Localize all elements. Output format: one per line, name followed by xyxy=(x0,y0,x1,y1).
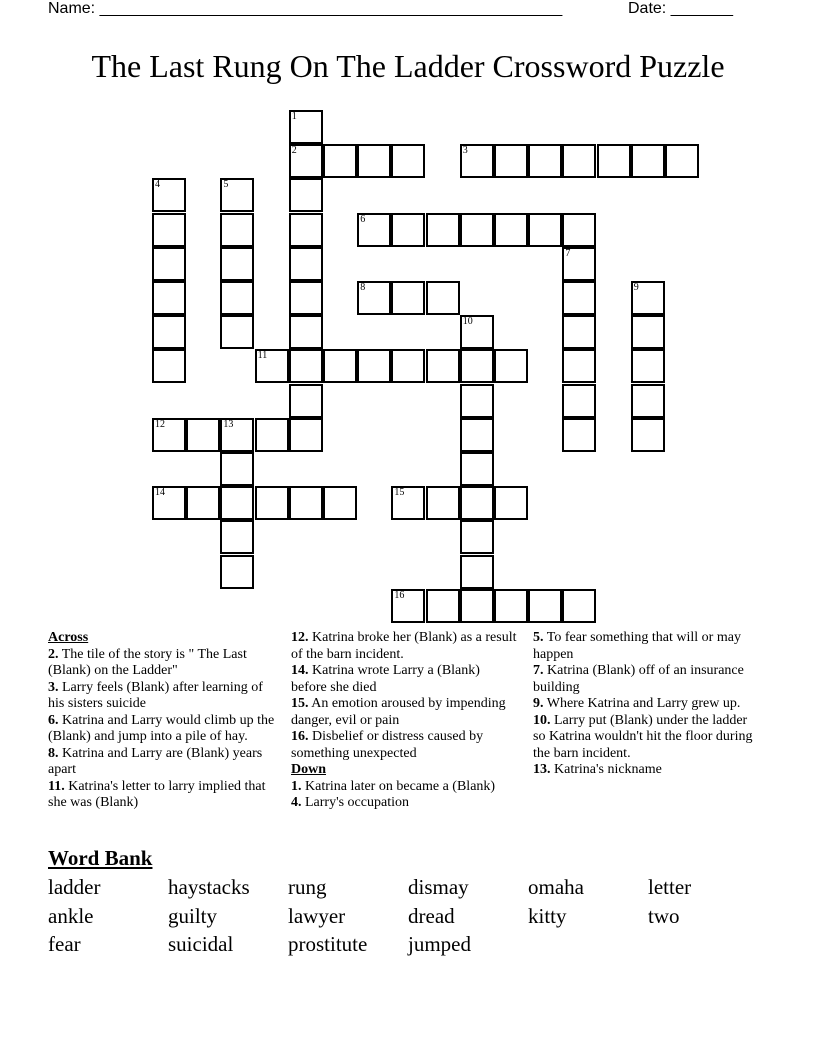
grid-cell[interactable] xyxy=(426,213,460,247)
cell-number: 15 xyxy=(394,487,405,499)
grid-cell[interactable] xyxy=(460,555,494,589)
word-bank-item: ankle xyxy=(48,904,94,928)
across-heading: Across xyxy=(48,630,89,645)
grid-cell[interactable] xyxy=(460,384,494,418)
grid-cell[interactable] xyxy=(220,520,254,554)
grid-cell[interactable] xyxy=(460,486,494,520)
cell-number: 3 xyxy=(462,145,468,157)
grid-cell[interactable] xyxy=(562,589,596,623)
grid-cell[interactable] xyxy=(460,315,494,349)
word-bank-item: suicidal xyxy=(168,932,234,956)
word-bank-item: prostitute xyxy=(288,932,368,956)
grid-cell[interactable] xyxy=(562,213,596,247)
cell-number: 1 xyxy=(291,111,297,122)
clue-text: Disbelief or distress caused by something unexpected xyxy=(291,729,484,761)
grid-cell[interactable] xyxy=(426,281,460,315)
clue-text: Katrina broke her (Blank) as a result of the barn incident. xyxy=(291,630,517,662)
clue-text: Larry put (Blank) under the ladder so Katrina wouldn't hit the floor during the barn incident. xyxy=(533,712,753,761)
clue-text: Katrina wrote Larry a (Blank) before she died xyxy=(291,663,480,695)
grid-cell[interactable] xyxy=(391,589,425,623)
grid-cell[interactable] xyxy=(152,247,186,281)
cell-number: 13 xyxy=(223,418,234,430)
grid-cell[interactable] xyxy=(152,281,186,315)
grid-cell[interactable] xyxy=(562,247,596,281)
page-title: The Last Rung On The Ladder Crossword Puzzle xyxy=(91,48,725,84)
grid-cell[interactable] xyxy=(528,589,562,623)
clue-text: Larry's occupation xyxy=(301,795,409,810)
clue-item xyxy=(48,680,276,713)
clue-number: 16. xyxy=(291,729,309,744)
grid-cell[interactable] xyxy=(460,418,494,452)
grid-cell[interactable] xyxy=(562,281,596,315)
cell-number: 9 xyxy=(633,282,639,293)
grid-cell[interactable] xyxy=(597,144,631,178)
grid-cell[interactable] xyxy=(152,315,186,349)
clue-number: 2. xyxy=(48,646,59,662)
grid-cell[interactable] xyxy=(186,486,220,520)
grid-cell[interactable] xyxy=(494,349,528,383)
cell-number: 12 xyxy=(155,418,165,430)
word-bank-item: letter xyxy=(648,875,692,899)
word-bank-item: ladder xyxy=(48,875,101,899)
grid-cell[interactable] xyxy=(220,452,254,486)
grid-cell[interactable] xyxy=(357,349,391,383)
clue-item xyxy=(48,647,276,680)
grid-cell[interactable] xyxy=(152,418,186,452)
word-bank-item: guilty xyxy=(168,904,218,928)
grid-cell[interactable] xyxy=(255,349,289,383)
grid-cell[interactable] xyxy=(631,144,665,178)
grid-cell[interactable] xyxy=(494,589,528,623)
grid-cell[interactable] xyxy=(220,555,254,589)
clue-number: 15. xyxy=(291,696,309,711)
word-bank-item: omaha xyxy=(528,875,584,899)
clue-number: 14. xyxy=(291,663,309,678)
grid-cell[interactable] xyxy=(152,349,186,383)
grid-cell[interactable] xyxy=(562,349,596,383)
cell-number: 2 xyxy=(291,145,297,157)
grid-cell[interactable] xyxy=(220,281,254,315)
grid-cell[interactable] xyxy=(186,418,220,452)
grid-cell[interactable] xyxy=(391,281,425,315)
grid-cell[interactable] xyxy=(289,247,323,281)
grid-cell[interactable] xyxy=(460,520,494,554)
clue-item xyxy=(533,762,761,779)
word-bank-item: dismay xyxy=(408,875,469,899)
grid-cell[interactable] xyxy=(289,384,323,418)
grid-cell[interactable] xyxy=(220,418,254,452)
grid-cell[interactable] xyxy=(665,144,699,178)
grid-cell[interactable] xyxy=(255,418,289,452)
cell-number: 8 xyxy=(360,282,366,293)
grid-cell[interactable] xyxy=(323,144,357,178)
grid-cell[interactable] xyxy=(289,281,323,315)
word-bank-item: dread xyxy=(408,904,455,928)
grid-cell[interactable] xyxy=(289,349,323,383)
grid-cell[interactable] xyxy=(528,213,562,247)
clue-text: Katrina later on became a (Blank) xyxy=(301,778,496,794)
clue-text: Katrina's letter to larry implied that she was (Blank) xyxy=(48,778,266,810)
grid-cell[interactable] xyxy=(357,281,391,315)
grid-cell[interactable] xyxy=(460,349,494,383)
clue-item xyxy=(291,630,519,663)
clue-text: To fear something that will or may happen xyxy=(533,630,741,662)
clue-number: 10. xyxy=(533,712,551,728)
cell-number: 5 xyxy=(223,179,229,191)
grid-cell[interactable] xyxy=(631,418,665,452)
clue-item xyxy=(533,663,761,696)
grid-cell[interactable] xyxy=(220,486,254,520)
clue-text: Katrina and Larry would climb up the (Blank) and jump into a pile of hay. xyxy=(48,712,275,744)
word-bank-title: Word Bank xyxy=(48,846,153,870)
clue-number: 11. xyxy=(48,778,65,794)
grid-cell[interactable] xyxy=(391,486,425,520)
clue-number: 13. xyxy=(533,762,551,777)
clue-item xyxy=(533,696,761,713)
word-bank-item: fear xyxy=(48,932,81,956)
grid-cell[interactable] xyxy=(460,589,494,623)
grid-cell[interactable] xyxy=(289,418,323,452)
word-bank-item: lawyer xyxy=(288,904,346,928)
cell-number: 11 xyxy=(257,350,268,362)
grid-cell[interactable] xyxy=(220,178,254,212)
grid-cell[interactable] xyxy=(494,144,528,178)
grid-cell[interactable] xyxy=(426,349,460,383)
grid-cell[interactable] xyxy=(631,349,665,383)
grid-cell[interactable] xyxy=(391,144,425,178)
cell-number: 16 xyxy=(394,589,405,601)
grid-cell[interactable] xyxy=(562,144,596,178)
grid-cell[interactable] xyxy=(152,486,186,520)
clue-number: 8. xyxy=(48,745,59,761)
clue-column-1 xyxy=(48,630,276,812)
word-bank-item: rung xyxy=(288,875,327,899)
clue-item xyxy=(291,729,519,762)
grid-cell[interactable] xyxy=(631,281,665,315)
clue-item xyxy=(533,713,761,763)
grid-cell[interactable] xyxy=(289,110,323,144)
grid-cell[interactable] xyxy=(562,384,596,418)
clue-text: Where Katrina and Larry grew up. xyxy=(543,696,741,711)
down-heading: Down xyxy=(291,762,327,777)
word-bank-item: jumped xyxy=(408,932,471,956)
word-bank-item: kitty xyxy=(528,904,567,928)
clue-number: 1. xyxy=(291,778,302,794)
cell-number: 6 xyxy=(360,213,366,225)
grid-cell[interactable] xyxy=(220,315,254,349)
grid-cell[interactable] xyxy=(152,213,186,247)
clue-text: Katrina (Blank) off of an insurance building xyxy=(533,663,744,695)
clue-item xyxy=(291,795,519,812)
clue-column-3 xyxy=(533,630,761,779)
grid-cell[interactable] xyxy=(255,486,289,520)
clue-number: 7. xyxy=(533,663,544,678)
clue-number: 9. xyxy=(533,696,544,711)
clue-number: 5. xyxy=(533,630,544,645)
grid-cell[interactable] xyxy=(289,486,323,520)
clue-text: Larry feels (Blank) after learning of his sisters suicide xyxy=(48,679,263,711)
clue-number: 12. xyxy=(291,630,309,645)
grid-cell[interactable] xyxy=(494,486,528,520)
grid-cell[interactable] xyxy=(460,144,494,178)
clue-text: The tile of the story is " The Last (Blank) on the Ladder" xyxy=(48,646,247,678)
grid-cell[interactable] xyxy=(323,486,357,520)
clue-item xyxy=(48,713,276,746)
clue-number: 6. xyxy=(48,712,59,728)
cell-number: 10 xyxy=(462,316,473,328)
word-bank-item: two xyxy=(648,904,680,928)
cell-number: 14 xyxy=(155,487,165,499)
word-bank-item: haystacks xyxy=(168,875,250,899)
clue-text: An emotion aroused by impending danger, evil or pain xyxy=(291,696,506,728)
grid-cell[interactable] xyxy=(631,384,665,418)
grid-cell[interactable] xyxy=(220,213,254,247)
clue-item xyxy=(291,779,519,796)
grid-cell[interactable] xyxy=(631,315,665,349)
clue-number: 4. xyxy=(291,795,302,810)
grid-cell[interactable] xyxy=(494,213,528,247)
clue-item xyxy=(291,663,519,696)
clue-text: Katrina's nickname xyxy=(550,762,662,777)
grid-cell[interactable] xyxy=(152,178,186,212)
clue-number: 3. xyxy=(48,679,59,695)
date-field-label: Date: _______ xyxy=(628,0,733,17)
grid-cell[interactable] xyxy=(391,349,425,383)
grid-cell[interactable] xyxy=(426,486,460,520)
clue-item xyxy=(291,696,519,729)
grid-cell[interactable] xyxy=(289,213,323,247)
grid-cell[interactable] xyxy=(289,315,323,349)
grid-cell[interactable] xyxy=(528,144,562,178)
name-field-label: Name: ____________________________________________________ xyxy=(48,0,563,17)
grid-cell[interactable] xyxy=(562,418,596,452)
grid-cell[interactable] xyxy=(357,213,391,247)
clue-item xyxy=(48,779,276,812)
grid-cell[interactable] xyxy=(357,144,391,178)
clue-item xyxy=(48,746,276,779)
grid-cell[interactable] xyxy=(323,349,357,383)
clue-text: Katrina and Larry are (Blank) years apart xyxy=(48,745,263,777)
grid-cell[interactable] xyxy=(289,144,323,178)
grid-cell[interactable] xyxy=(460,452,494,486)
clue-item xyxy=(533,630,761,663)
grid-cell[interactable] xyxy=(426,589,460,623)
grid-cell[interactable] xyxy=(562,315,596,349)
clue-column-2 xyxy=(291,630,519,812)
grid-cell[interactable] xyxy=(460,213,494,247)
grid-cell[interactable] xyxy=(391,213,425,247)
grid-cell[interactable] xyxy=(220,247,254,281)
cell-number: 4 xyxy=(155,179,160,191)
grid-cell[interactable] xyxy=(289,178,323,212)
cell-number: 7 xyxy=(565,247,571,259)
